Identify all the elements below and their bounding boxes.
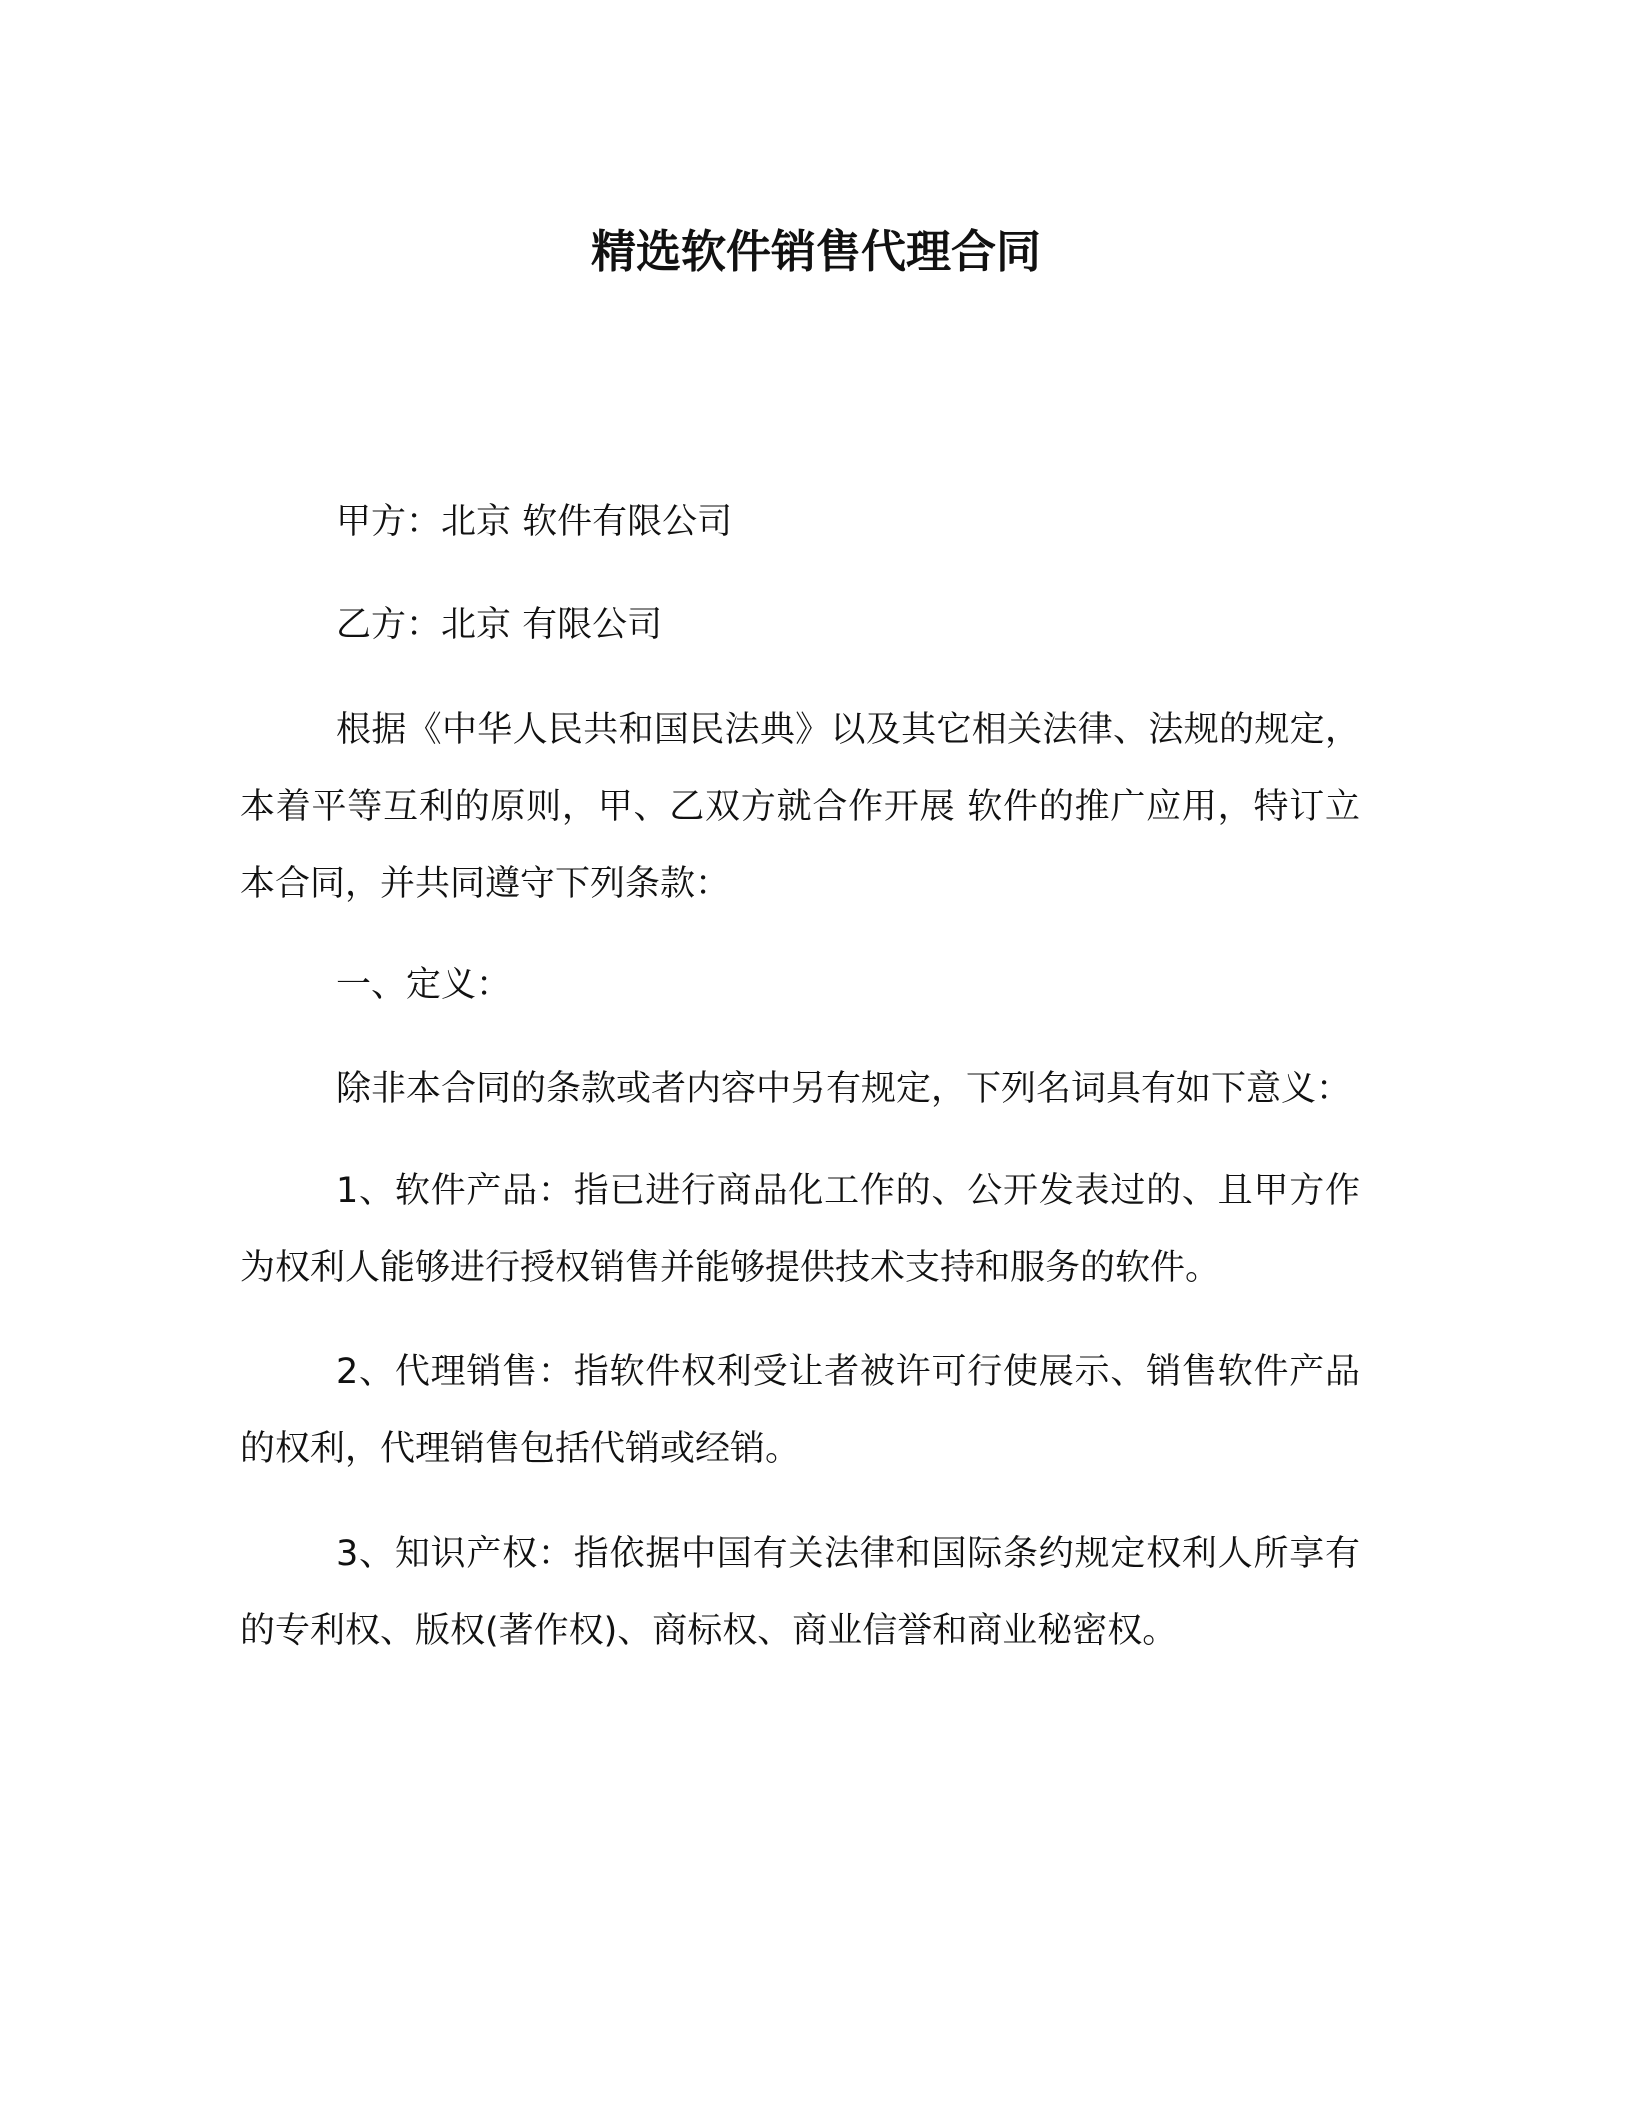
party-b-line: 乙方：北京 有限公司 bbox=[336, 605, 663, 645]
definitions-intro: 除非本合同的条款或者内容中另有规定，下列名词具有如下意义： bbox=[336, 1069, 1352, 1109]
party-a-line: 甲方：北京 软件有限公司 bbox=[336, 502, 733, 542]
definition-3: 3、知识产权：指依据中国有关法律和国际条约规定权利人所享有的专利权、版权(著作权)、商标权、商业信誉和商业秘密权。 bbox=[240, 1534, 1360, 1651]
definition-2: 2、代理销售：指软件权利受让者被许可行使展示、销售软件产品的权利，代理销售包括代销或经销。 bbox=[240, 1352, 1360, 1469]
definition-1: 1、软件产品：指已进行商品化工作的、公开发表过的、且甲方作为权利人能够进行授权销售并能够提供技术支持和服务的软件。 bbox=[240, 1171, 1360, 1288]
document-title: 精选软件销售代理合同 bbox=[590, 225, 1041, 278]
section-1-heading: 一、定义： bbox=[336, 965, 512, 1005]
intro-paragraph: 根据《中华人民共和国民法典》以及其它相关法律、法规的规定，本着平等互利的原则，甲、乙双方就合作开展 软件的推广应用，特订立本合同，并共同遵守下列条款： bbox=[240, 710, 1360, 904]
